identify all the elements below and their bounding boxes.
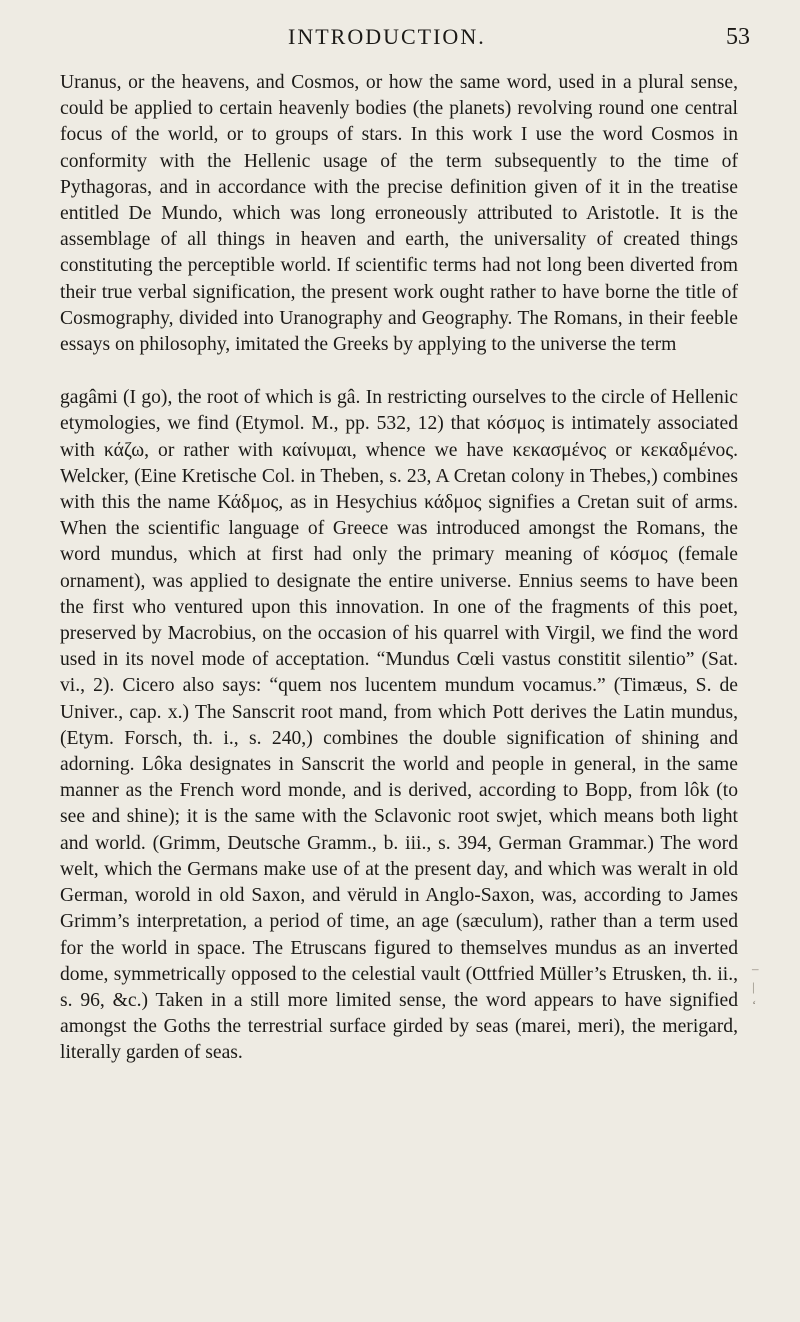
margin-mark: – (752, 961, 759, 976)
paragraph: gagâmi (I go), the root of which is gâ. In restricting ourselves to the circle of Hellenic etymologies, we find (Etymol. M., pp. 532, 12) that κόσμος is intimately associated with κάζω, or rather with καίνυμαι, whence we have κεκασμένος or κεκαδμένος. Welcker, (Eine Kretische Col. in Theben, s. 23, A Cretan colony in Thebes,) combines with this the name Κάδμος, as in Hesychius κάδμος signifies a Cretan suit of arms. When the scientific language of Greece was introduced amongst the Romans, the word mundus, which at first had only the primary meaning of κόσμος (female ornament), was applied to designate the entire universe. Ennius seems to have been the first who ventured upon this innovation. In one of the fragments of this poet, preserved by Macrobius, on the occasion of his quarrel with Virgil, we find the word used in its novel mode of acceptation. “Mundus Cœli vastus constitit silentio” (Sat. vi., 2). Cicero also says: “quem nos lucentem mundum vocamus.” (Timæus, S. de Univer., cap. x.) The Sanscrit root mand, from which Pott derives the Latin mundus, (Etym. Forsch, th. i., s. 240,) combines the double signification of shining and adorning. Lôka designates in Sanscrit the world and people in general, in the same manner as the French word monde, and is derived, according to Bopp, from lôk (to see and shine); it is the same with the Sclavonic root swjet, which means both light and world. (Grimm, Deutsche Gramm., b. iii., s. 394, German Grammar.) The word welt, which the Germans make use of at the present day, and which was weralt in old German, worold in old Saxon, and vëruld in Anglo-Saxon, was, according to James Grimm’s interpretation, a period of time, an age (sæculum), rather than a term used for the world in space. The Etruscans figured to themselves mundus as an inverted dome, symmetrically opposed to the celestial vault (Ottfried Müller’s Etrusken, th. ii., s. 96, &c.) Taken in a still more limited sense, the word appears to have signified amongst the Goths the terrestrial surface girded by seas (marei, meri), the merigard, literally garden of seas. (60, 387, 738, 1064)
margin-mark: ‘ (752, 997, 757, 1012)
paragraph: Uranus, or the heavens, and Cosmos, or how the same word, used in a plural sense, could be applied to certain heavenly bodies (the planets) revolving round one central focus of the world, or to groups of stars. In this work I use the word Cosmos in conformity with the Hellenic usage of the term subsequently to the time of Pythagoras, and in accordance with the precise definition given of it in the treatise entitled De Mundo, which was long erroneously attributed to Aristotle. It is the assemblage of all things in heaven and earth, the universality of created things constituting the perceptible world. If scientific terms had not long been diverted from their true verbal signification, the present work ought rather to have borne the title of Cosmography, divided into Uranography and Geography. The Romans, in their feeble essays on philosophy, imitated the Greeks by applying to the universe the term (60, 72, 738, 356)
margin-marks (752, 960, 772, 1020)
running-header (280, 24, 750, 54)
margin-mark: | (752, 979, 755, 994)
page-number: 53 (726, 24, 750, 50)
running-title: INTRODUCTION. (288, 24, 486, 49)
body-text (60, 70, 738, 1067)
